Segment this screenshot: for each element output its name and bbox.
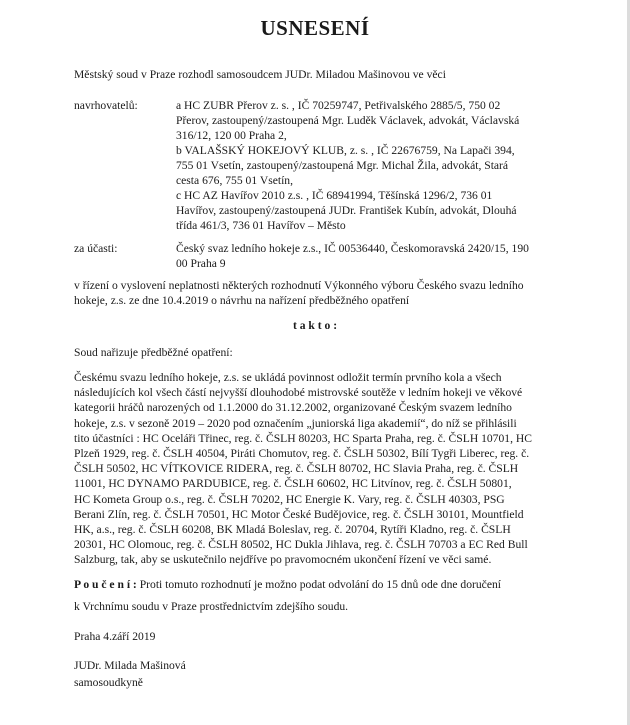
takto-heading: t a k t o : <box>292 319 338 332</box>
proceedings-line: hokeje, z.s. ze dne 10.4.2019 o návrhu na nařízení předběžného opatření <box>74 294 410 308</box>
order-line: Plzeň 1929, reg. č. ČSLH 40504, Piráti Chomutov, reg. č. ČSLH 50302, Bílí Tygři Liberec, reg. č. <box>74 447 530 461</box>
date-line: Praha 4.září 2019 <box>74 630 156 643</box>
petitioner-c <box>176 188 517 234</box>
order-line: hokeje, z.s. v sezoně 2019 – 2020 pod označením „juniorská liga akademií“, do níž se přihlásili <box>74 416 517 430</box>
order-line: 20301, HC Olomouc, reg. č. ČSLH 80502, HC Dukla Jihlava, reg. č. ČSLH 70703 a EC Red Bull <box>74 538 528 552</box>
order-line: tito účastníci : HC Oceláři Třinec, reg. č. ČSLH 80203, HC Sparta Praha, reg. č. ČSLH 10701, HC <box>74 431 532 445</box>
intro-line: Městský soud v Praze rozhodl samosoudcem JUDr. Miladou Mašinovou ve věci <box>74 68 446 81</box>
petitioner-a <box>176 98 519 144</box>
petitioner-a-line: Přerov, zastoupený/zastoupená Mgr. Luděk Václavek, advokát, Václavská <box>176 114 520 128</box>
pouceni-line-1 <box>74 577 501 592</box>
signature-name: JUDr. Milada Mašinová <box>74 659 186 672</box>
petitioner-b-line: 755 01 Vsetín, zastoupený/zastoupená Mgr. Michal Žila, advokát, Stará <box>176 159 509 173</box>
pouceni-line-2: k Vrchnímu soudu v Praze prostřednictvím zdejšího soudu. <box>74 600 349 613</box>
petitioner-b <box>176 143 515 189</box>
proceedings-line: v řízení o vyslovení neplatnosti některých rozhodnutí Výkonného výboru Českého svazu ledního <box>74 279 524 292</box>
order-line: HC Kometa Group o.s., reg. č. ČSLH 70202, HC Energie K. Vary, reg. č. ČSLH 40303, PSG <box>74 492 505 506</box>
pouceni-text: Proti tomuto rozhodnutí je možno podat odvolání do 15 dnů ode dne doručení <box>136 578 501 591</box>
petitioner-c-line: c HC AZ Havířov 2010 z.s. , IČ 68941994, Těšínská 1296/2, 736 01 <box>176 189 493 202</box>
petitioner-a-line: 316/12, 120 00 Praha 2, <box>176 129 287 143</box>
participant-line: 00 Praha 9 <box>176 257 226 271</box>
petitioner-a-line: a HC ZUBR Přerov z. s. , IČ 70259747, Petřivalského 2885/5, 750 02 <box>176 99 501 112</box>
order-line: HK, a.s., reg. č. ČSLH 60208, BK Mladá Boleslav, reg. č. 20704, Rytíři Kladno, reg. č. ČSLH <box>74 523 511 537</box>
order-heading: Soud nařizuje předběžné opatření: <box>74 346 233 359</box>
order-line: kategorii hráčů narozených od 1.1.2000 do 31.12.2002, organizované Českým svazem ledního <box>74 401 512 415</box>
petitioner-b-line: cesta 676, 755 01 Vsetín, <box>176 174 293 188</box>
order-body <box>74 370 532 568</box>
participant <box>176 241 529 271</box>
petitioner-b-line: b VALAŠSKÝ HOKEJOVÝ KLUB, z. s. , IČ 22676759, Na Lapači 394, <box>176 144 515 157</box>
order-line: ČSLH 50502, HC VÍTKOVICE RIDERA, reg. č. ČSLH 80702, HC Slavia Praha, reg. č. ČSLH <box>74 462 519 476</box>
order-line: 11001, HC DYNAMO PARDUBICE, reg. č. ČSLH 60602, HC Litvínov, reg. č. ČSLH 50801, <box>74 477 512 491</box>
participant-line: Český svaz ledního hokeje z.s., IČ 00536440, Českomoravská 2420/15, 190 <box>176 242 529 255</box>
proceedings <box>74 278 524 308</box>
pouceni-label: P o u č e n í : <box>74 578 137 591</box>
order-line: Českému svazu ledního hokeje, z.s. se ukládá povinnost odložit termín prvního kola a všech <box>74 371 502 384</box>
order-line: Salzburg, tak, aby se uskutečnilo nejdříve po pravomocném ukončení řízení ve věci samé. <box>74 553 492 567</box>
document-title: USNESENÍ <box>260 16 370 40</box>
petitioner-c-line: Havířov, zastoupený/zastoupená JUDr. František Kubín, advokát, Dlouhá <box>176 204 517 218</box>
order-line: Berani Zlín, reg. č. ČSLH 70501, HC Motor České Budějovice, reg. č. ČSLH 30101, Mountfield <box>74 507 524 521</box>
participation-label: za účasti: <box>74 242 118 255</box>
petitioners-label: navrhovatelů: <box>74 99 138 112</box>
order-line: následujících kol všech částí nejvyšší dlouhodobé mistrovské soutěže v ledním hokeji ve věkové <box>74 386 523 400</box>
signature-role: samosoudkyně <box>74 676 143 689</box>
petitioner-c-line: třída 461/3, 736 01 Havířov – Město <box>176 219 346 233</box>
